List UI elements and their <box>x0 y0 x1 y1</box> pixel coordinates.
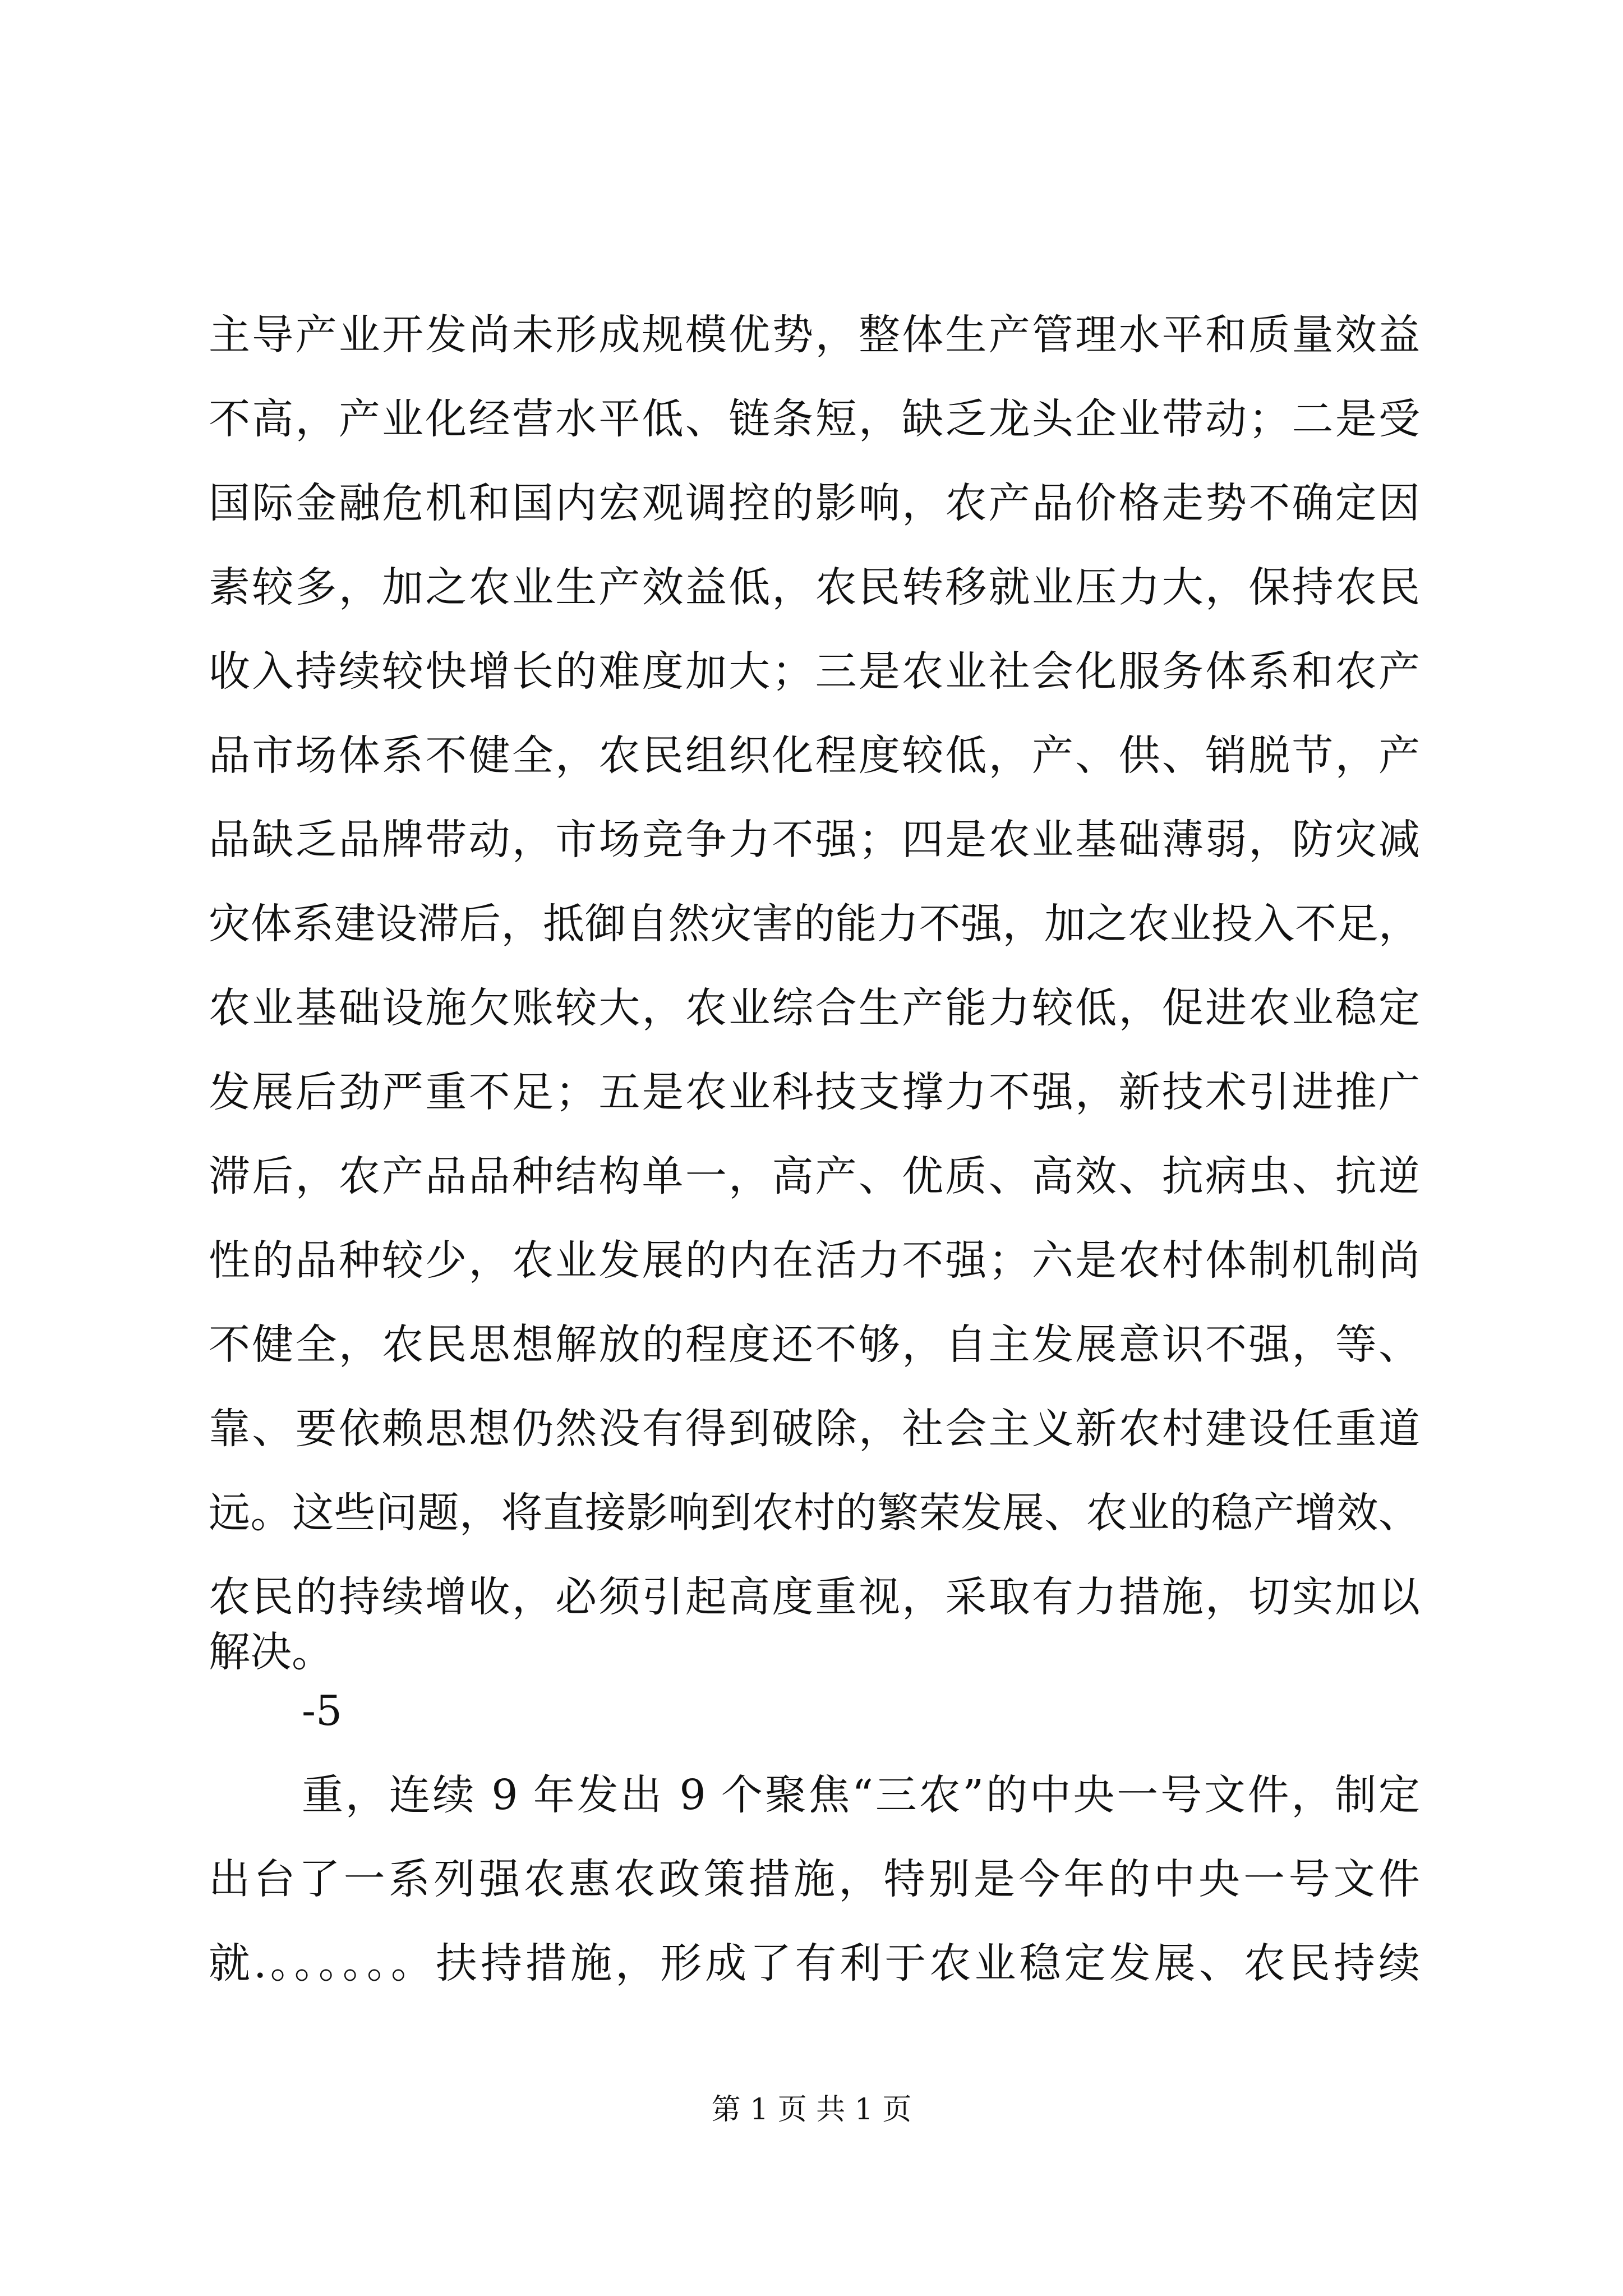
paragraph-line: 不高，产业化经营水平低、链条短，缺乏龙头企业带动；二是受 <box>209 395 1420 443</box>
paragraph-line: 发展后劲严重不足；五是农业科技支撑力不强，新技术引进推广 <box>209 1068 1420 1116</box>
paragraph-line: 品缺乏品牌带动，市场竞争力不强；四是农业基础薄弱，防灾减 <box>209 816 1420 864</box>
paragraph-line: 靠、要依赖思想仍然没有得到破除，社会主义新农村建设任重道 <box>209 1405 1420 1453</box>
paragraph-line: 性的品种较少，农业发展的内在活力不强；六是农村体制机制尚 <box>209 1236 1420 1285</box>
page-number-footer: 第 1 页 共 1 页 <box>711 2093 912 2127</box>
paragraph-line: 就.。。。。。。扶持措施，形成了有利于农业稳定发展、农民持续 <box>209 1939 1420 1987</box>
paragraph-line: 不健全，农民思想解放的程度还不够，自主发展意识不强，等、 <box>209 1320 1420 1369</box>
section-marker: -5 <box>302 1687 343 1735</box>
paragraph-line: 解决。 <box>209 1628 333 1676</box>
paragraph-line: 农民的持续增收，必须引起高度重视，采取有力措施，切实加以 <box>209 1573 1420 1621</box>
paragraph-line: 滞后，农产品品种结构单一，高产、优质、高效、抗病虫、抗逆 <box>209 1152 1420 1200</box>
paragraph-line: 灾体系建设滞后，抵御自然灾害的能力不强，加之农业投入不足， <box>209 900 1420 948</box>
paragraph-line: 农业基础设施欠账较大，农业综合生产能力较低，促进农业稳定 <box>209 984 1420 1032</box>
paragraph-line: 重，连续 9 年发出 9 个聚焦“三农”的中央一号文件，制定 <box>302 1771 1420 1819</box>
paragraph-line: 国际金融危机和国内宏观调控的影响，农产品价格走势不确定因 <box>209 479 1420 527</box>
paragraph-line: 品市场体系不健全，农民组织化程度较低，产、供、销脱节，产 <box>209 731 1420 780</box>
paragraph-line: 主导产业开发尚未形成规模优势，整体生产管理水平和质量效益 <box>209 311 1420 359</box>
paragraph-line: 素较多，加之农业生产效益低，农民转移就业压力大，保持农民 <box>209 563 1420 611</box>
paragraph-line: 出台了一系列强农惠农政策措施，特别是今年的中央一号文件 <box>209 1855 1420 1903</box>
paragraph-line: 收入持续较快增长的难度加大；三是农业社会化服务体系和农产 <box>209 647 1420 696</box>
paragraph-line: 远。这些问题，将直接影响到农村的繁荣发展、农业的稳产增效、 <box>209 1489 1420 1537</box>
